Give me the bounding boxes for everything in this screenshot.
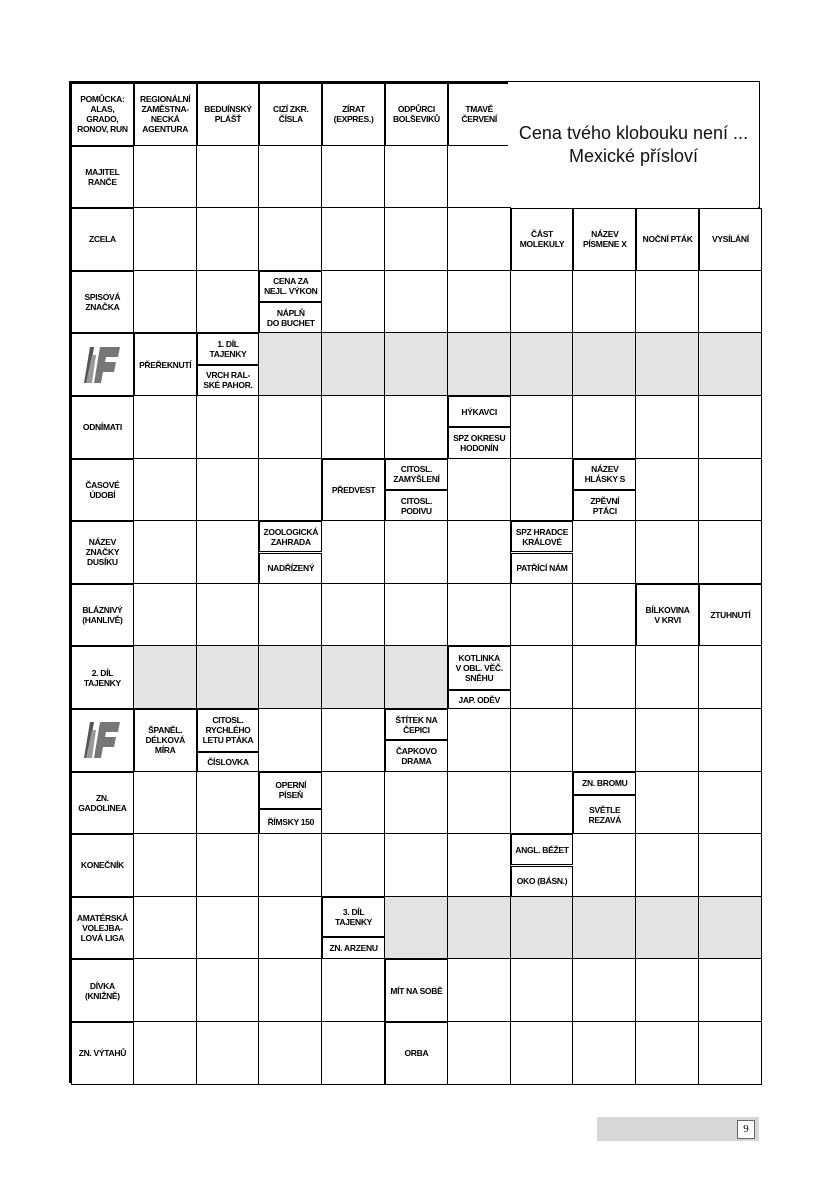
clue-cell-top: NÁZEV HLÁSKY S — [573, 459, 636, 490]
answer-cell[interactable] — [636, 772, 699, 835]
answer-cell[interactable] — [259, 146, 322, 209]
shaded-cell — [322, 646, 385, 709]
answer-cell[interactable] — [259, 1022, 322, 1085]
answer-cell[interactable] — [636, 459, 699, 522]
shaded-cell — [699, 333, 762, 396]
answer-cell[interactable] — [134, 959, 197, 1022]
clue-cell-top: HÝKAVCI — [448, 396, 511, 427]
shaded-cell — [322, 333, 385, 396]
clue-cell-top: 1. DÍL TAJENKY — [197, 333, 260, 364]
clue-cell-bottom: OKO (BÁSN.) — [511, 866, 574, 897]
clue-cell-top: ZN. BROMU — [573, 772, 636, 796]
clue-cell: PŘEŘEKNUTÍ — [134, 333, 197, 396]
clue-cell-bottom: ZPĚVNÍ PTÁCI — [573, 490, 636, 521]
quote-text: Cena tvého klobouku není ... — [518, 122, 749, 143]
answer-cell[interactable] — [573, 834, 636, 897]
answer-cell[interactable] — [385, 521, 448, 584]
answer-cell[interactable] — [573, 271, 636, 334]
answer-cell[interactable] — [134, 521, 197, 584]
quote-box — [508, 82, 759, 207]
answer-cell[interactable] — [134, 146, 197, 209]
clue-cell-bottom: NÁPLŇ DO BUCHET — [259, 302, 322, 333]
clue-cell: BÍLKOVINA V KRVI — [636, 584, 699, 647]
lf-logo-icon — [71, 709, 134, 772]
clue-cell: REGIONÁLNÍ ZAMĚSTNA- NECKÁ AGENTURA — [134, 83, 197, 146]
answer-cell[interactable] — [448, 959, 511, 1022]
shaded-cell — [385, 646, 448, 709]
clue-cell: ČÁST MOLEKULY — [511, 208, 574, 271]
answer-cell[interactable] — [322, 271, 385, 334]
shaded-cell — [259, 646, 322, 709]
answer-cell[interactable] — [636, 834, 699, 897]
answer-cell[interactable] — [699, 396, 762, 459]
answer-cell[interactable] — [259, 897, 322, 960]
clue-cell: CIZÍ ZKR. ČÍSLA — [259, 83, 322, 146]
clue-cell-top: 3. DÍL TAJENKY — [322, 897, 385, 938]
answer-cell[interactable] — [636, 709, 699, 772]
clue-cell: ČASOVÉ ÚDOBÍ — [71, 459, 134, 522]
answer-cell[interactable] — [573, 1022, 636, 1085]
clue-cell-top: CITOSL. RYCHLÉHO LETU PTÁKA — [197, 709, 260, 752]
answer-cell[interactable] — [385, 772, 448, 835]
answer-cell[interactable] — [636, 396, 699, 459]
clue-cell-bottom: VRCH RAL- SKÉ PAHOR. — [197, 365, 260, 396]
answer-cell[interactable] — [385, 834, 448, 897]
clue-cell-bottom: ZN. ARZENU — [322, 937, 385, 959]
clue-cell-bottom: PATŘÍCÍ NÁM — [511, 553, 574, 584]
clue-cell: ZN. VÝTAHŮ — [71, 1022, 134, 1085]
shaded-cell — [385, 333, 448, 396]
clue-cell-bottom: SPZ OKRESU HODONÍN — [448, 427, 511, 458]
answer-cell[interactable] — [511, 584, 574, 647]
answer-cell[interactable] — [134, 584, 197, 647]
answer-cell[interactable] — [259, 396, 322, 459]
answer-cell[interactable] — [573, 521, 636, 584]
clue-cell-top: ŠTÍTEK NA ČEPICI — [385, 709, 448, 740]
clue-cell: ZÍRAT (EXPRES.) — [322, 83, 385, 146]
clue-cell-bottom: JAP. ODĚV — [448, 690, 511, 709]
answer-cell[interactable] — [448, 1022, 511, 1085]
shaded-cell — [259, 333, 322, 396]
answer-cell[interactable] — [259, 709, 322, 772]
shaded-cell — [134, 646, 197, 709]
clue-cell: ZTUHNUTÍ — [699, 584, 762, 647]
clue-cell-bottom: NADŘÍZENÝ — [259, 553, 322, 584]
clue-cell: POMŮCKA: ALAS, GRADO, RONOV, RUN — [71, 83, 134, 146]
answer-cell[interactable] — [573, 396, 636, 459]
clue-cell: NÁZEV PÍSMENE X — [573, 208, 636, 271]
answer-cell[interactable] — [448, 271, 511, 334]
answer-cell[interactable] — [197, 772, 260, 835]
answer-cell[interactable] — [322, 584, 385, 647]
clue-cell-top: OPERNÍ PÍSEŇ — [259, 772, 322, 810]
answer-cell[interactable] — [385, 584, 448, 647]
clue-cell: NÁZEV ZNAČKY DUSÍKU — [71, 521, 134, 584]
answer-cell[interactable] — [197, 521, 260, 584]
clue-cell-top: CENA ZA NEJL. VÝKON — [259, 271, 322, 302]
answer-cell[interactable] — [197, 208, 260, 271]
answer-cell[interactable] — [448, 584, 511, 647]
answer-cell[interactable] — [699, 1022, 762, 1085]
clue-cell-bottom: ČÍSLOVKA — [197, 752, 260, 772]
answer-cell[interactable] — [699, 959, 762, 1022]
clue-cell-bottom: SVĚTLE REZAVÁ — [573, 795, 636, 834]
answer-cell[interactable] — [699, 459, 762, 522]
answer-cell[interactable] — [511, 1022, 574, 1085]
clue-cell: ŠPANĚL. DÉLKOVÁ MÍRA — [134, 709, 197, 772]
answer-cell[interactable] — [573, 709, 636, 772]
clue-cell: BLÁZNIVÝ (HANLIVĚ) — [71, 584, 134, 647]
answer-cell[interactable] — [322, 709, 385, 772]
answer-cell[interactable] — [636, 271, 699, 334]
shaded-cell — [636, 333, 699, 396]
answer-cell[interactable] — [385, 208, 448, 271]
answer-cell[interactable] — [134, 459, 197, 522]
answer-cell[interactable] — [197, 271, 260, 334]
answer-cell[interactable] — [197, 834, 260, 897]
clue-cell: SPISOVÁ ZNAČKA — [71, 271, 134, 334]
answer-cell[interactable] — [573, 959, 636, 1022]
clue-cell: VYSÍLÁNÍ — [699, 208, 762, 271]
answer-cell[interactable] — [134, 772, 197, 835]
answer-cell[interactable] — [385, 146, 448, 209]
shaded-cell — [385, 897, 448, 960]
clue-cell-top: ANGL. BĚŽET — [511, 834, 574, 865]
answer-cell[interactable] — [699, 521, 762, 584]
shaded-cell — [448, 333, 511, 396]
answer-cell[interactable] — [573, 646, 636, 709]
answer-cell[interactable] — [197, 1022, 260, 1085]
clue-cell-top: CITOSL. ZAMYŠLENÍ — [385, 459, 448, 490]
answer-cell[interactable] — [259, 959, 322, 1022]
answer-cell[interactable] — [511, 396, 574, 459]
shaded-cell — [573, 333, 636, 396]
clue-cell: ZN. GADOLINEA — [71, 772, 134, 835]
answer-cell[interactable] — [385, 396, 448, 459]
answer-cell[interactable] — [134, 897, 197, 960]
shaded-cell — [511, 897, 574, 960]
answer-cell[interactable] — [448, 772, 511, 835]
answer-cell[interactable] — [448, 521, 511, 584]
answer-cell[interactable] — [322, 396, 385, 459]
answer-cell[interactable] — [322, 959, 385, 1022]
answer-cell[interactable] — [134, 271, 197, 334]
clue-cell: MAJITEL RANČE — [71, 146, 134, 209]
clue-cell: KONEČNÍK — [71, 834, 134, 897]
answer-cell[interactable] — [385, 271, 448, 334]
clue-cell-top: SPZ HRADCE KRÁLOVÉ — [511, 521, 574, 552]
answer-cell[interactable] — [322, 146, 385, 209]
clue-cell-top: ZOOLOGICKÁ ZAHRADA — [259, 521, 322, 552]
answer-cell[interactable] — [197, 959, 260, 1022]
shaded-cell — [636, 897, 699, 960]
answer-cell[interactable] — [197, 146, 260, 209]
answer-cell[interactable] — [699, 772, 762, 835]
answer-cell[interactable] — [511, 646, 574, 709]
answer-cell[interactable] — [636, 959, 699, 1022]
answer-cell[interactable] — [322, 772, 385, 835]
clue-cell: BEDUÍNSKÝ PLÁŠŤ — [197, 83, 260, 146]
clue-cell: PŘEDVEST — [322, 459, 385, 522]
answer-cell[interactable] — [448, 834, 511, 897]
answer-cell[interactable] — [448, 709, 511, 772]
page-footer-bar — [597, 1117, 759, 1141]
answer-cell[interactable] — [322, 521, 385, 584]
answer-cell[interactable] — [322, 1022, 385, 1085]
answer-cell[interactable] — [197, 396, 260, 459]
answer-cell[interactable] — [197, 584, 260, 647]
answer-cell[interactable] — [448, 459, 511, 522]
answer-cell[interactable] — [134, 208, 197, 271]
clue-cell-bottom: ŘÍMSKY 150 — [259, 809, 322, 834]
answer-cell[interactable] — [134, 396, 197, 459]
answer-cell[interactable] — [134, 1022, 197, 1085]
shaded-cell — [448, 897, 511, 960]
clue-cell: MÍT NA SOBĚ — [385, 959, 448, 1022]
answer-cell[interactable] — [699, 709, 762, 772]
clue-cell: AMATÉRSKÁ VOLEJBA- LOVÁ LIGA — [71, 897, 134, 960]
answer-cell[interactable] — [636, 646, 699, 709]
answer-cell[interactable] — [636, 1022, 699, 1085]
answer-cell[interactable] — [259, 584, 322, 647]
answer-cell[interactable] — [511, 459, 574, 522]
clue-cell: ORBA — [385, 1022, 448, 1085]
answer-cell[interactable] — [636, 521, 699, 584]
answer-cell[interactable] — [699, 271, 762, 334]
clue-cell: 2. DÍL TAJENKY — [71, 646, 134, 709]
crossword-grid — [69, 81, 760, 1083]
clue-cell-bottom: CITOSL. PODIVU — [385, 490, 448, 521]
answer-cell[interactable] — [197, 897, 260, 960]
clue-cell: ZCELA — [71, 208, 134, 271]
clue-cell-bottom: ČAPKOVO DRAMA — [385, 740, 448, 771]
lf-logo-icon — [71, 333, 134, 396]
answer-cell[interactable] — [134, 834, 197, 897]
answer-cell[interactable] — [259, 208, 322, 271]
clue-cell: DÍVKA (KNIŽNĚ) — [71, 959, 134, 1022]
shaded-cell — [197, 646, 260, 709]
page-number: 9 — [737, 1120, 755, 1139]
clue-cell-top: KOTLINKA V OBL. VĚČ. SNĚHU — [448, 646, 511, 690]
answer-cell[interactable] — [511, 959, 574, 1022]
shaded-cell — [573, 897, 636, 960]
answer-cell[interactable] — [448, 146, 511, 209]
answer-cell[interactable] — [511, 271, 574, 334]
answer-cell[interactable] — [197, 459, 260, 522]
answer-cell[interactable] — [322, 208, 385, 271]
answer-cell[interactable] — [573, 584, 636, 647]
answer-cell[interactable] — [699, 834, 762, 897]
answer-cell[interactable] — [699, 646, 762, 709]
answer-cell[interactable] — [259, 459, 322, 522]
answer-cell[interactable] — [511, 772, 574, 835]
answer-cell[interactable] — [259, 834, 322, 897]
clue-cell: ODPŮRCI BOLŠEVIKŮ — [385, 83, 448, 146]
quote-source: Mexické přísloví — [568, 145, 699, 166]
clue-cell: ODNÍMATI — [71, 396, 134, 459]
answer-cell[interactable] — [511, 709, 574, 772]
answer-cell[interactable] — [322, 834, 385, 897]
shaded-cell — [699, 897, 762, 960]
clue-cell: NOČNÍ PTÁK — [636, 208, 699, 271]
answer-cell[interactable] — [448, 208, 511, 271]
clue-cell: TMAVĚ ČERVENÍ — [448, 83, 511, 146]
shaded-cell — [511, 333, 574, 396]
